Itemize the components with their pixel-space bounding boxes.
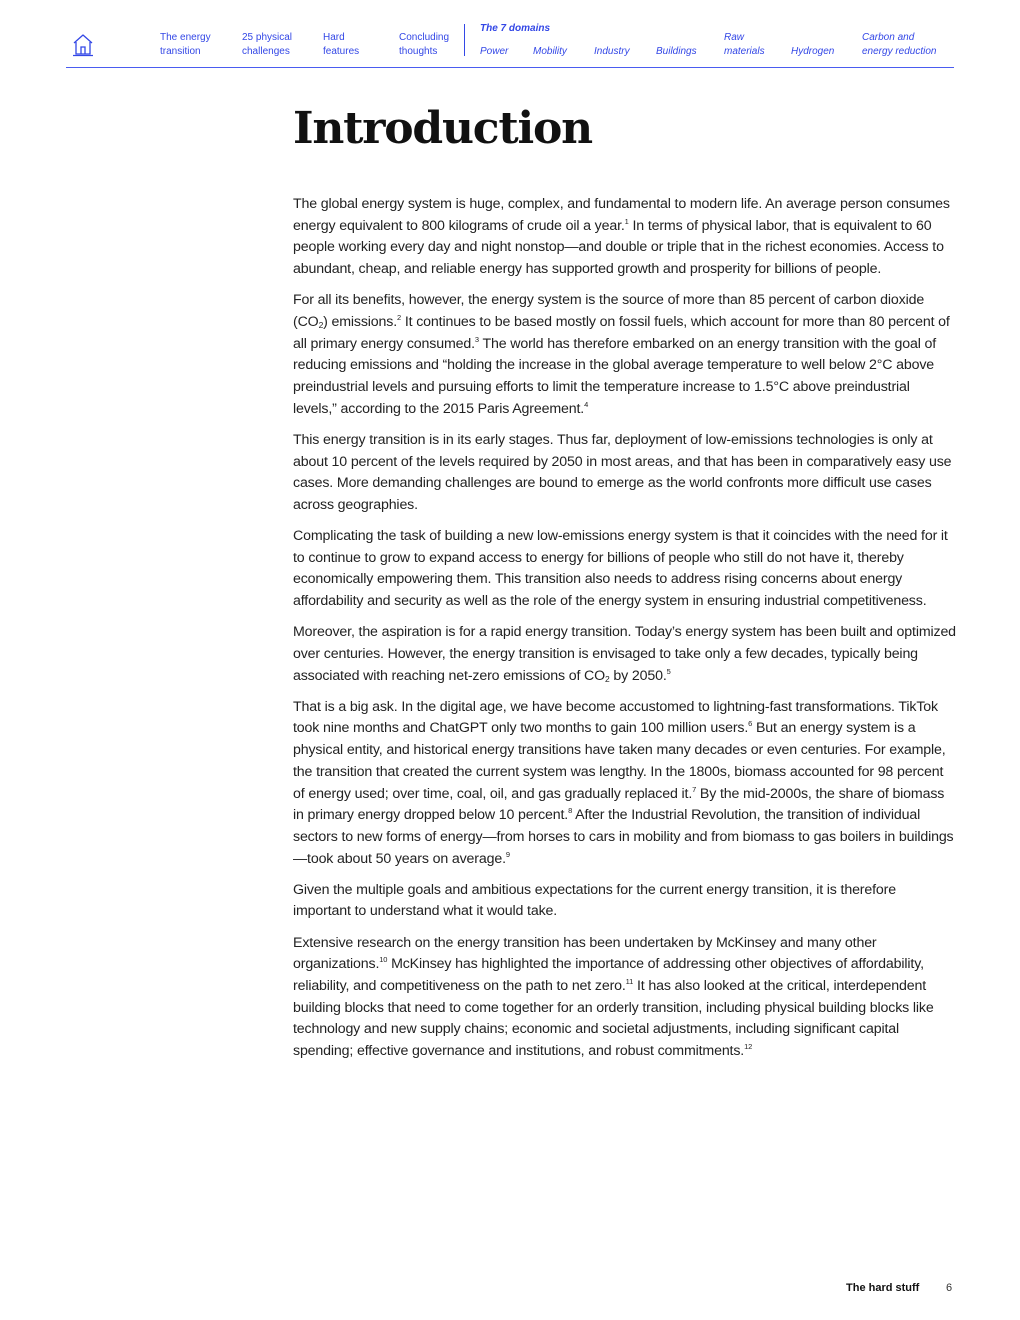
text-run: McKinsey has highlighted the importance of addressing other objectives of affordability, reliability, and competitiveness on the path to net zero. <box>293 956 924 994</box>
body-paragraph <box>293 526 957 613</box>
text-run: By the mid-2000s, the share of biomass in primary energy dropped below 10 percent. <box>293 785 945 824</box>
footer-report-title: The hard stuff <box>846 1282 920 1294</box>
nav-underline <box>66 67 954 68</box>
text-run: For all its benefits, however, the energy system is the source of more than 85 percent of carbon dioxide (CO <box>293 292 925 330</box>
domain-link-hydrogen[interactable]: Hydrogen <box>791 46 835 57</box>
body-paragraph <box>293 697 957 871</box>
domain-link-raw-materials[interactable]: Raw materials <box>724 32 765 57</box>
subscript: 2 <box>318 319 324 330</box>
page-title: Introduction <box>293 103 592 154</box>
footnote-marker: 2 <box>397 312 402 322</box>
nav-link-physical-challenges[interactable]: 25 physical challenges <box>242 32 293 57</box>
domain-link-power[interactable]: Power <box>480 46 509 57</box>
text-run: That is a big ask. In the digital age, we have become accustomed to lightning-fast transformations. TikTok took nine months and ChatGPT only two months to gain 100 million users. <box>293 698 938 737</box>
text-run: by 2050. <box>609 667 667 684</box>
text-run: Moreover, the aspiration is for a rapid energy transition. Today’s energy system has been built and optimized over centuries. However, the energy transition is envisaged to take only a few decades, typically being associated with reaching net-zero emissions of CO <box>293 624 956 684</box>
nav-divider <box>464 24 465 56</box>
footnote-marker: 8 <box>568 806 573 816</box>
text-run: It has also looked at the critical, interdependent building blocks that need to come together for an orderly transition, including physical building blocks like technology and new supply chains; economic and societal adjustments, including significant capital spending; effective governance and institutions, and robust commitments. <box>293 977 934 1060</box>
footnote-marker: 3 <box>474 334 479 344</box>
nav-link-energy-transition[interactable]: The energy transition <box>160 32 211 57</box>
text-run: After the Industrial Revolution, the transition of individual sectors to new forms of energy—from horses to cars in mobility and from biomass to gas boilers in buildings—took about 50 years on average. <box>293 807 954 867</box>
body-paragraph <box>293 194 957 281</box>
body-paragraph <box>293 622 957 687</box>
home-icon <box>72 33 94 57</box>
text-run: In terms of physical labor, that is equivalent to 60 people working every day and night nonstop—and double or triple that in the richest economies. Access to abundant, cheap, and reliable energy has supported growth and prosperity for billions of people. <box>293 217 944 278</box>
domain-link-carbon-energy-reduction[interactable]: Carbon and energy reduction <box>862 32 937 57</box>
subscript: 2 <box>605 673 610 684</box>
text-run: This energy transition is in its early stages. Thus far, deployment of low-emissions technologies is only at about 10 percent of the levels required by 2050 in most areas, and that has been in comparatively easy use cases. More demanding challenges are bound to emerge as the world confronts more difficult use cases across geographies. <box>293 431 952 513</box>
domain-link-industry[interactable]: Industry <box>594 46 630 57</box>
home-button[interactable] <box>72 33 96 57</box>
body-paragraph <box>293 933 957 1063</box>
footnote-marker: 5 <box>666 666 671 676</box>
domain-link-mobility[interactable]: Mobility <box>533 46 567 57</box>
body-paragraph <box>293 290 957 420</box>
page-number: 6 <box>946 1282 953 1294</box>
nav-link-concluding-thoughts[interactable]: Concluding thoughts <box>399 32 450 57</box>
text-run: ) emissions. <box>323 313 398 330</box>
text-run: Extensive research on the energy transition has been undertaken by McKinsey and many other organizations. <box>293 934 877 973</box>
nav-link-hard-features[interactable]: Hard features <box>323 32 360 57</box>
domain-link-buildings[interactable]: Buildings <box>656 46 697 57</box>
text-run: It continues to be based mostly on fossil fuels, which account for more than 80 percent of all primary energy consumed. <box>293 313 950 352</box>
top-navigation <box>0 0 1020 70</box>
footnote-marker: 9 <box>505 849 510 859</box>
footnote-marker: 4 <box>584 399 589 409</box>
body-text <box>293 194 957 1072</box>
text-run: Given the multiple goals and ambitious expectations for the current energy transition, it is therefore important to understand what it would take. <box>293 881 896 920</box>
body-paragraph <box>293 430 957 517</box>
footnote-marker: 7 <box>692 784 697 794</box>
footnote-marker: 1 <box>624 216 629 226</box>
footnote-marker: 12 <box>744 1042 753 1052</box>
body-paragraph <box>293 880 957 923</box>
text-run: But an energy system is a physical entity, and historical energy transitions have taken many decades or even centuries. For example, the transition that created the current system was lengthy. In the 1800s, biomass accounted for 98 percent of energy used; over time, coal, oil, and gas gradually replaced it. <box>293 720 946 802</box>
text-run: The world has therefore embarked on an energy transition with the goal of reducing emissions and “holding the increase in the global average temperature to well below 2°C above preindustrial levels and pursuing efforts to limit the temperature increase to 1.5°C above preindustrial levels,” according to the 2015 Paris Agreement. <box>293 335 937 417</box>
text-run: Complicating the task of building a new low-emissions energy system is that it coincides with the need for it to continue to grow to expand access to energy for billions of people who still do not have it, thereby economically empowering them. This transition also needs to address rising concerns about energy affordability and security as well as the role of the energy system in ensuring industrial competitiveness. <box>293 528 948 610</box>
footnote-marker: 11 <box>625 976 634 986</box>
footnote-marker: 10 <box>379 955 388 965</box>
footnote-marker: 6 <box>748 719 753 729</box>
domains-label: The 7 domains <box>480 23 551 34</box>
text-run: The global energy system is huge, complex, and fundamental to modern life. An average person consumes energy equivalent to 800 kilograms of crude oil a year. <box>293 196 950 234</box>
